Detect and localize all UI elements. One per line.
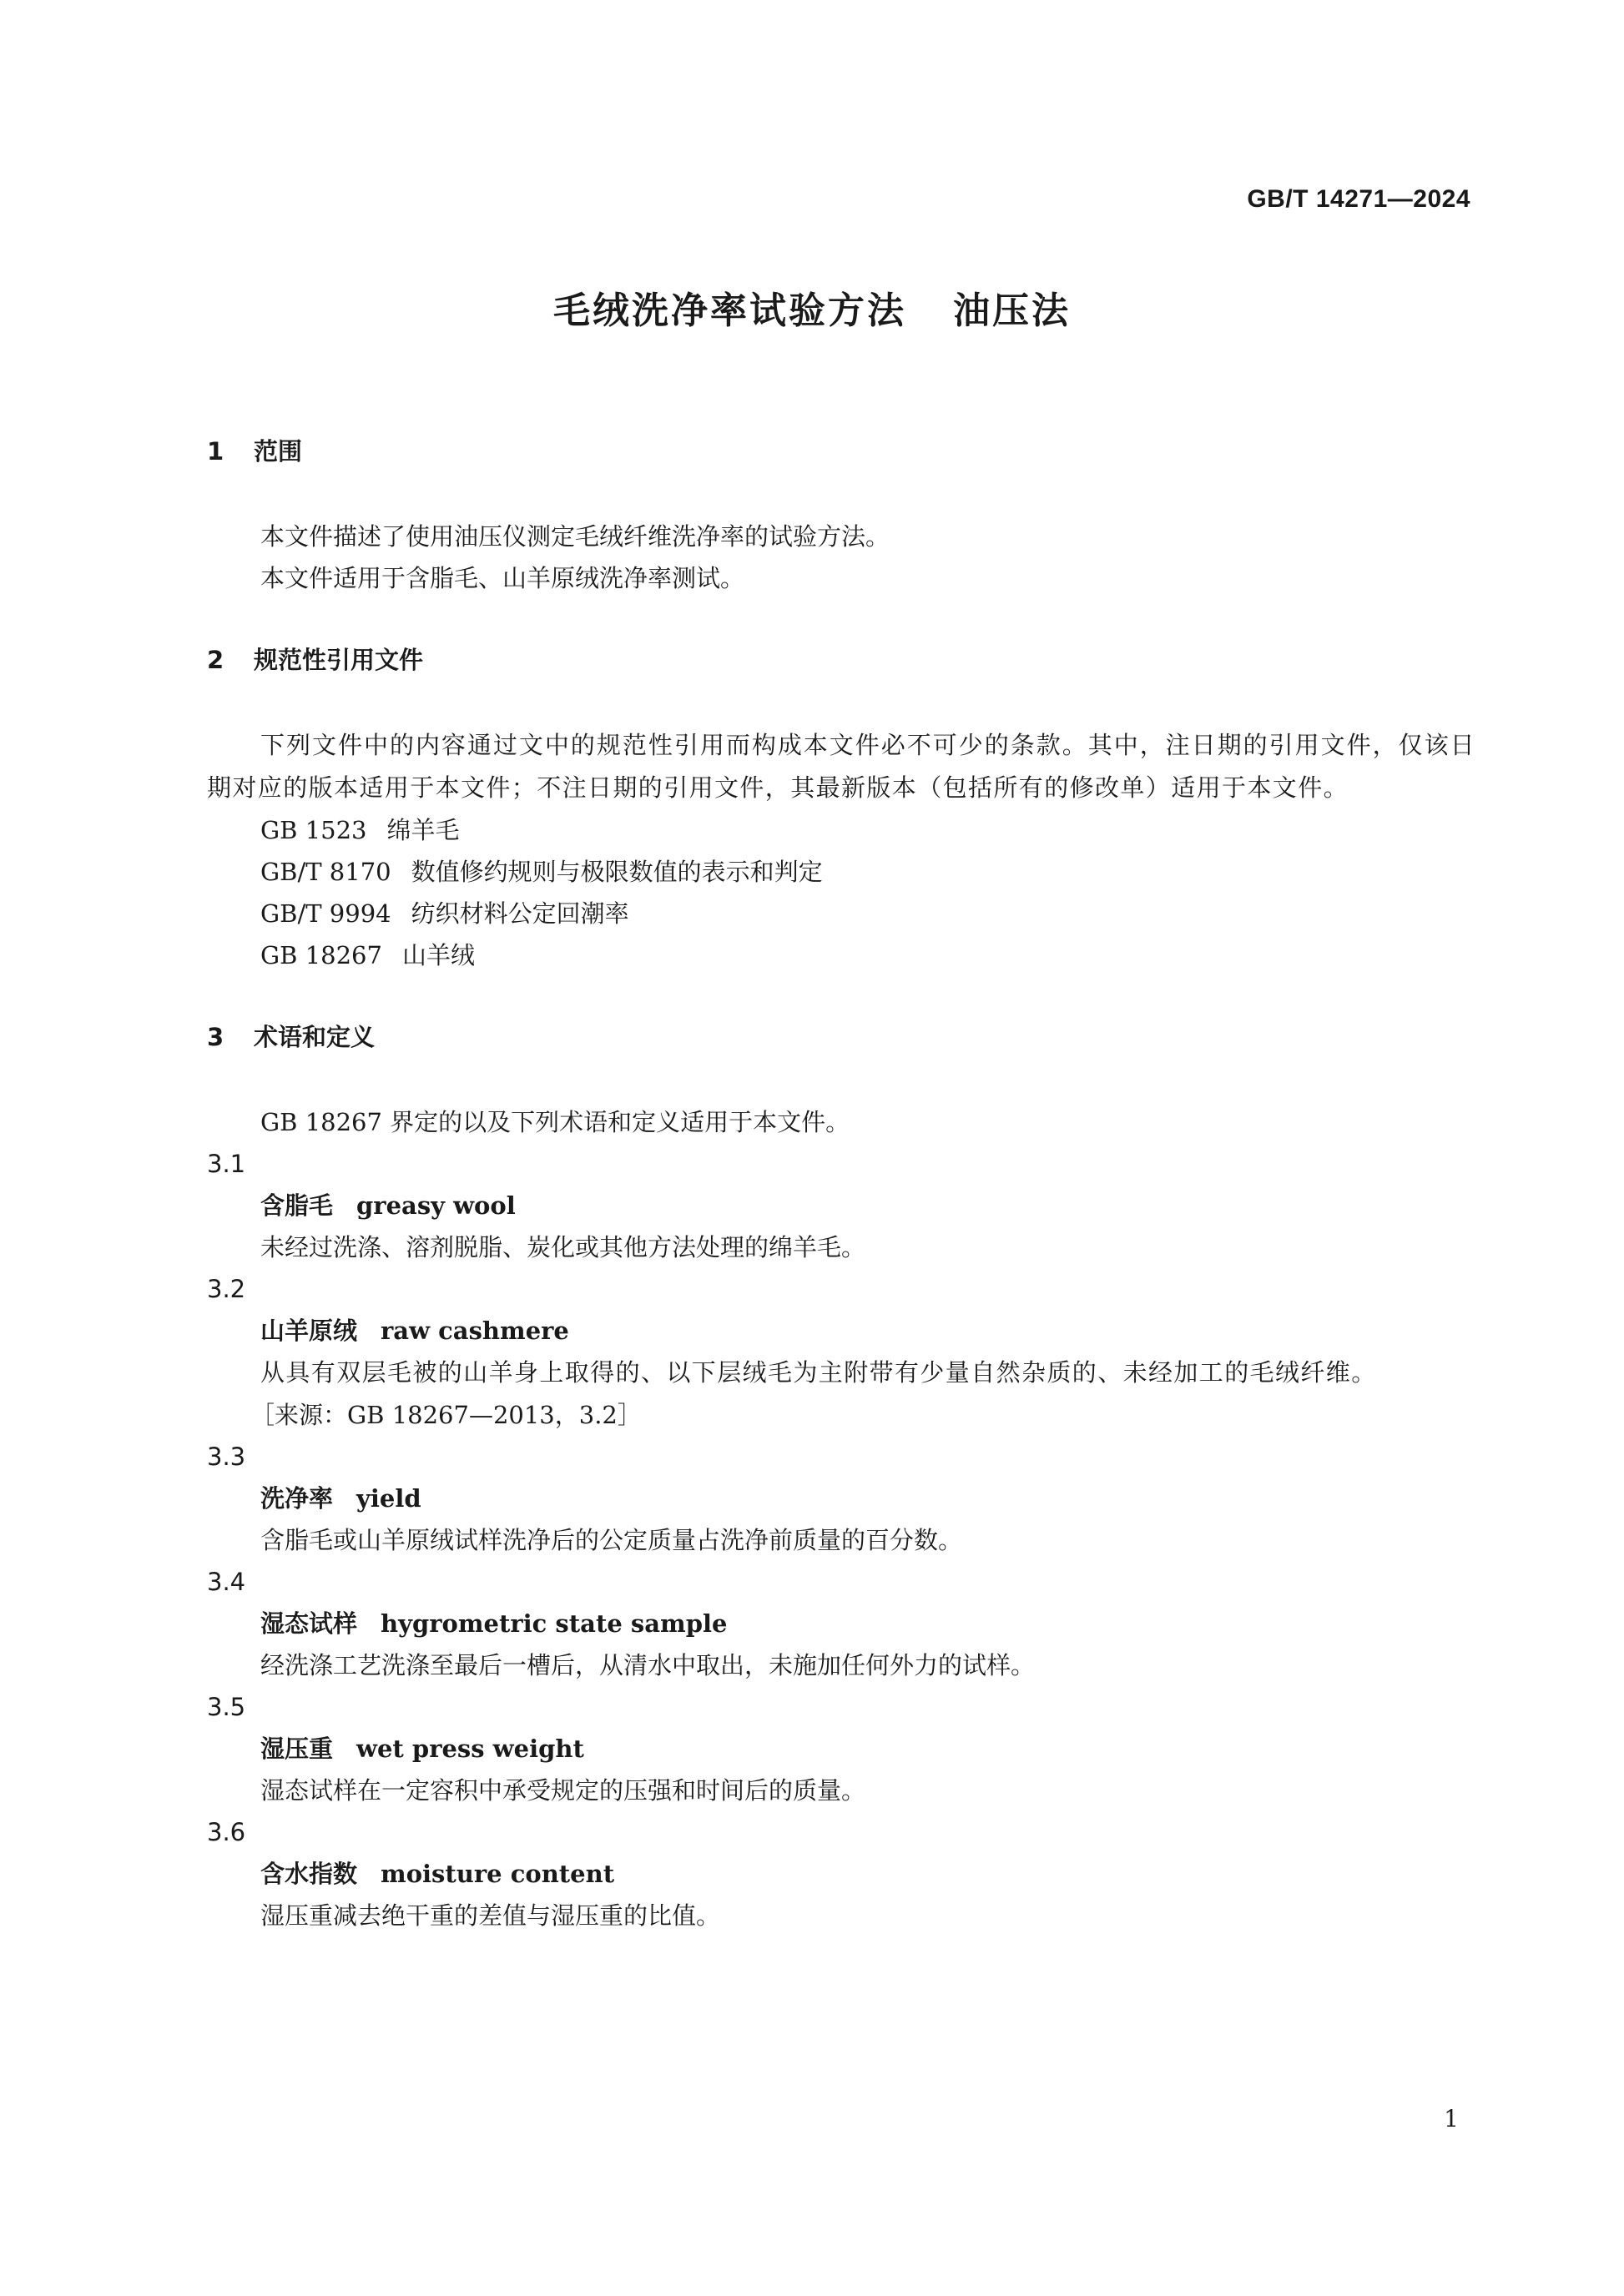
term-entry [207, 1310, 1475, 1352]
paragraph: 本文件描述了使用油压仪测定毛绒纤维洗净率的试验方法。 [260, 522, 890, 551]
term-source: ［来源：GB 18267—2013，3.2］ [250, 1401, 642, 1429]
clause-number: 3.4 [207, 1568, 246, 1596]
reference-item [207, 934, 1475, 976]
term-zh: 湿压重 [260, 1735, 334, 1763]
term-definition: 经洗涤工艺洗涤至最后一槽后，从清水中取出，未施加任何外力的试样。 [260, 1651, 1036, 1679]
section-title: 术语和定义 [254, 1023, 376, 1051]
term-definition: 含脂毛或山羊原绒试样洗净后的公定质量占洗净前质量的百分数。 [260, 1526, 963, 1554]
term-zh: 含脂毛 [260, 1191, 334, 1220]
standard-code: GB/T 14271—2024 [1247, 185, 1470, 213]
term-definition: 从具有双层毛被的山羊身上取得的、以下层绒毛为主附带有少量自然杂质的、未经加工的毛绒纤维。 [260, 1358, 1377, 1387]
term-en: raw cashmere [381, 1317, 569, 1345]
section-heading-terms-definitions [207, 1016, 1475, 1058]
paragraph: GB 18267 界定的以及下列术语和定义适用于本文件。 [260, 1108, 850, 1136]
clause-number: 3.3 [207, 1443, 246, 1471]
reference-code: GB 1523 [260, 816, 367, 844]
term-en: wet press weight [356, 1735, 584, 1763]
reference-title: 数值修约规则与极限数值的表示和判定 [411, 858, 823, 886]
title-sub: 油压法 [953, 290, 1071, 332]
reference-title: 绵羊毛 [386, 816, 460, 844]
reference-title: 纺织材料公定回潮率 [411, 899, 629, 928]
term-zh: 湿态试样 [260, 1609, 358, 1638]
reference-code: GB 18267 [260, 941, 382, 969]
term-definition: 未经过洗涤、溶剂脱脂、炭化或其他方法处理的绵羊毛。 [260, 1233, 866, 1261]
reference-title: 山羊绒 [401, 941, 475, 969]
term-en: yield [356, 1484, 421, 1513]
title-main: 毛绒洗净率试验方法 [553, 290, 906, 332]
clause-number: 3.6 [207, 1818, 246, 1846]
section-title: 范围 [254, 437, 303, 466]
term-entry [207, 1853, 1475, 1895]
clause-number: 3.2 [207, 1275, 246, 1303]
document-title [0, 280, 1624, 334]
document-body [207, 430, 1475, 1936]
reference-code: GB/T 8170 [260, 858, 391, 886]
term-definition: 湿压重减去绝干重的差值与湿压重的比值。 [260, 1901, 721, 1930]
reference-item [207, 851, 1475, 893]
reference-code: GB/T 9994 [260, 899, 391, 928]
paragraph: 下列文件中的内容通过文中的规范性引用而构成本文件必不可少的条款。其中，注日期的引用文件，仅该日期对应的版本适用于本文件；不注日期的引用文件，其最新版本（包括所有的修改单）适用于本文件。 [207, 731, 1475, 802]
term-definition: 湿态试样在一定容积中承受规定的压强和时间后的质量。 [260, 1776, 866, 1805]
term-zh: 含水指数 [260, 1860, 358, 1888]
clause-number: 3.1 [207, 1150, 246, 1178]
reference-item [207, 809, 1475, 851]
term-entry [207, 1728, 1475, 1770]
term-zh: 山羊原绒 [260, 1317, 358, 1345]
section-title: 规范性引用文件 [254, 646, 424, 674]
section-heading-normative-references [207, 639, 1475, 681]
term-en: greasy wool [356, 1191, 516, 1220]
paragraph: 本文件适用于含脂毛、山羊原绒洗净率测试。 [260, 564, 745, 592]
reference-item [207, 893, 1475, 934]
section-heading-scope [207, 430, 1475, 472]
term-en: moisture content [381, 1860, 615, 1888]
section-number: 1 [207, 437, 224, 466]
term-zh: 洗净率 [260, 1484, 334, 1513]
term-en: hygrometric state sample [381, 1609, 728, 1638]
term-entry [207, 1603, 1475, 1644]
clause-number: 3.5 [207, 1693, 246, 1721]
section-number: 3 [207, 1023, 224, 1051]
term-entry [207, 1185, 1475, 1226]
page-number: 1 [1444, 2105, 1459, 2132]
section-number: 2 [207, 646, 224, 674]
term-entry [207, 1478, 1475, 1519]
